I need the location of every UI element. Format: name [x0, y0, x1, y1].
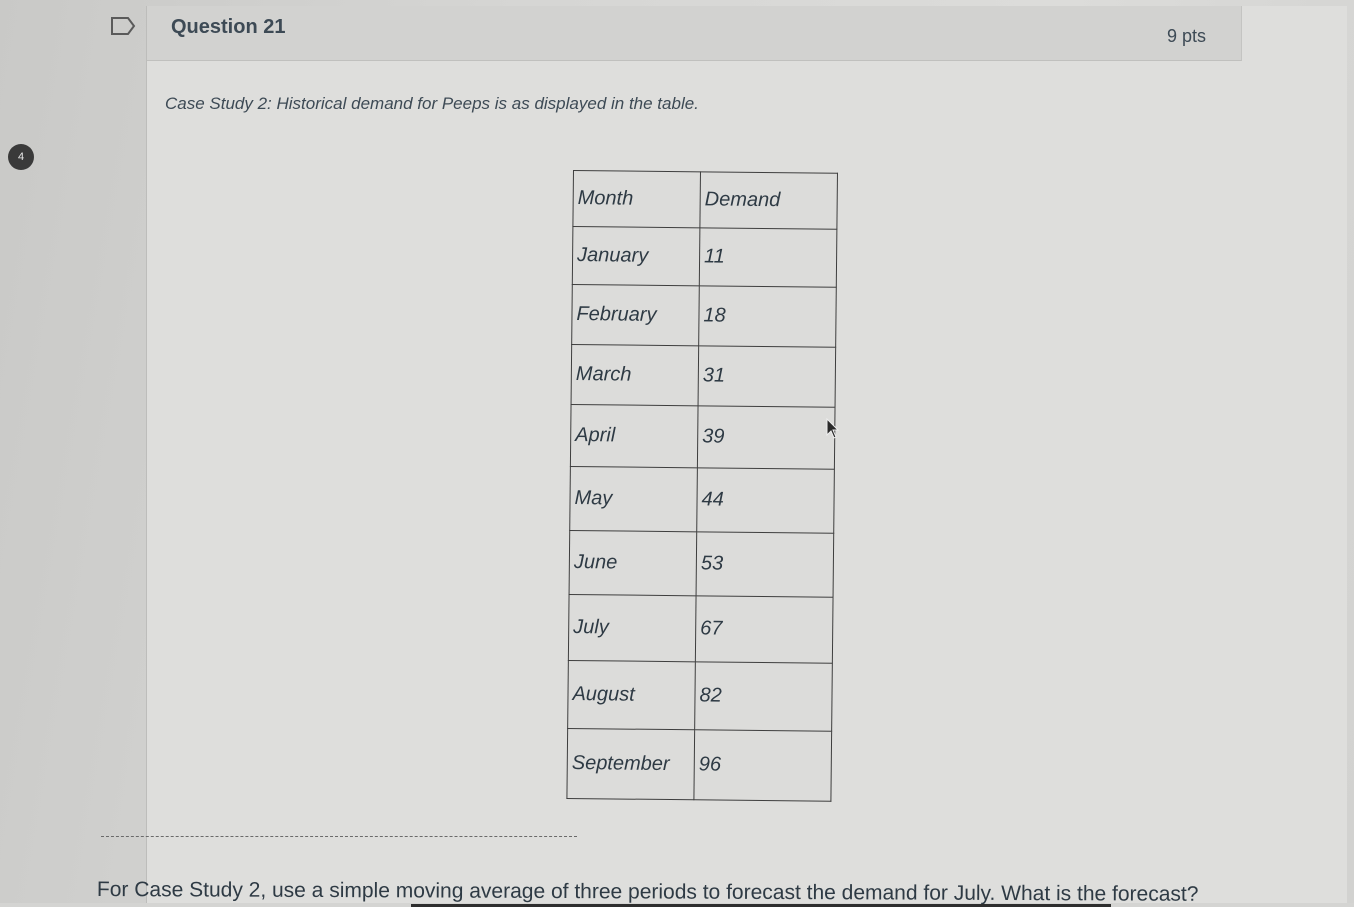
question-header: [147, 6, 1242, 61]
cell-demand: 31: [698, 346, 836, 407]
question-prompt: For Case Study 2, use a simple moving average of three periods to forecast the demand for July. What is the forecast?: [96, 878, 1199, 906]
cell-demand: 18: [699, 286, 837, 347]
cell-demand: 44: [697, 468, 835, 533]
cell-month: April: [570, 404, 698, 467]
table-row: [570, 404, 835, 469]
table-row: [568, 594, 833, 663]
header-demand: Demand: [700, 172, 838, 229]
table-header-row: [573, 171, 838, 230]
cell-demand: 39: [697, 406, 835, 469]
demand-table: [566, 170, 838, 802]
cell-demand: 53: [696, 532, 834, 597]
table-row: [568, 660, 833, 731]
table-row: [569, 530, 834, 597]
table-row: [571, 344, 836, 407]
question-card: [96, 6, 1347, 906]
question-title: Question 21: [171, 16, 286, 38]
flag-icon[interactable]: [110, 16, 136, 36]
cell-month: February: [572, 284, 700, 345]
table-row: [572, 284, 837, 347]
dashed-divider: [101, 836, 577, 837]
question-number-badge: 4: [8, 144, 34, 170]
table-row: [567, 728, 832, 801]
cell-month: August: [568, 660, 696, 729]
cell-month: September: [567, 728, 695, 799]
cell-month: June: [569, 530, 697, 595]
cell-month: May: [570, 466, 698, 531]
question-points: 9 pts: [1167, 26, 1207, 46]
table-row: [570, 466, 835, 533]
mouse-cursor-icon: [826, 418, 840, 440]
header-month: Month: [573, 171, 701, 228]
cell-demand: 96: [694, 730, 832, 801]
cell-month: March: [571, 344, 699, 405]
cell-month: January: [572, 227, 700, 286]
cell-month: July: [568, 594, 696, 661]
cell-demand: 11: [699, 228, 837, 287]
case-study-intro: Case Study 2: Historical demand for Peeps is as displayed in the table.: [165, 94, 699, 113]
table-row: [572, 227, 837, 288]
cell-demand: 67: [695, 596, 833, 663]
cell-demand: 82: [695, 662, 833, 731]
